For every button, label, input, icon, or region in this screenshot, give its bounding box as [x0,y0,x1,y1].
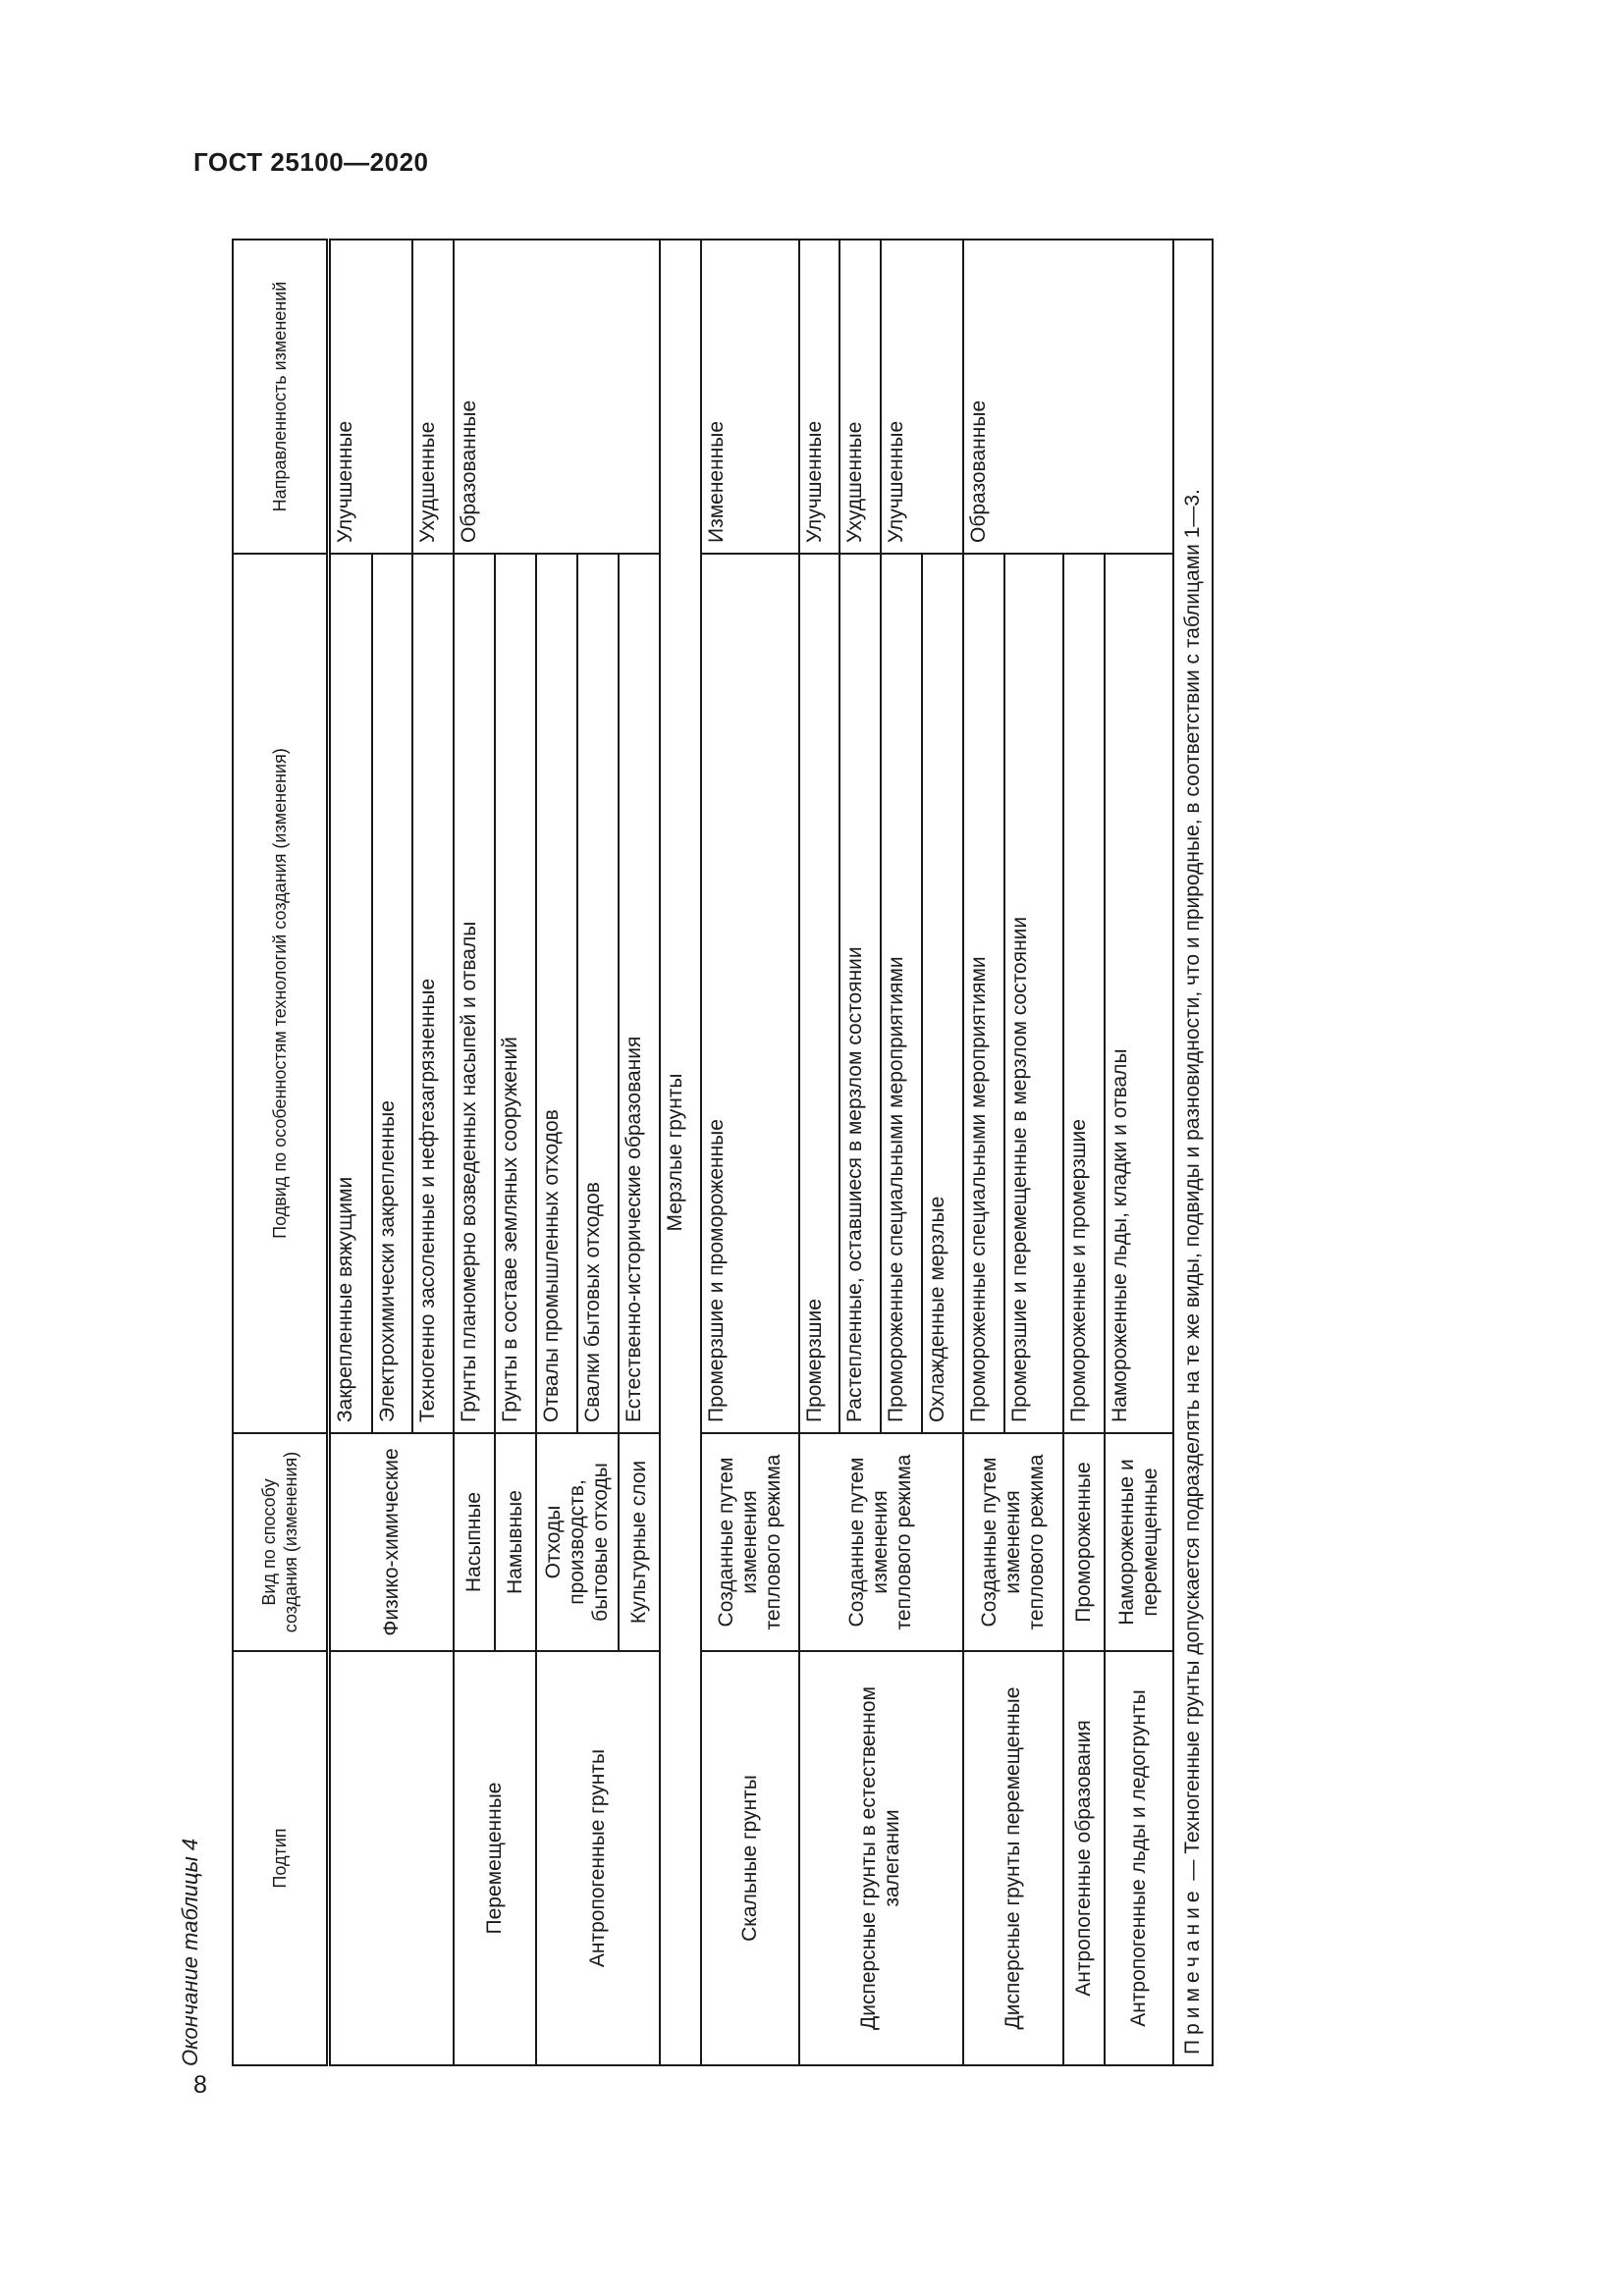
cell-subtype: Антропогенные грунты [536,1651,660,2065]
cell-direction: Образованные [454,240,660,554]
cell-feature: Промерзшие и перемещенные в мерзлом состоянии [1004,554,1063,1433]
page-number: 8 [193,2071,207,2099]
table-row [329,240,372,2065]
cell-feature: Техногенно засоленные и нефтезагрязненные [412,554,454,1433]
section-title: Мерзлые грунты [660,240,701,2065]
cell-method: Насыпные [454,1433,495,1651]
table-row [701,240,799,2065]
col-header-direction: Направленность изменений [233,240,329,554]
table-row [660,240,701,2065]
cell-feature: Промерзшие и промороженные [701,554,799,1433]
cell-direction: Улучшенные [881,240,963,554]
cell-direction: Ухудшенные [412,240,454,554]
soil-classification-table [232,239,1214,2066]
cell-subtype: Скальные грунты [701,1651,799,2065]
cell-feature: Промороженные специальными мероприятиями [881,554,922,1433]
cell-subtype: Антропогенные образования [1063,1651,1105,2065]
table-note [1173,240,1213,2065]
cell-method: Созданные путем изменения теплового режима [963,1433,1063,1651]
cell-method: Физико-химические [329,1433,454,1651]
col-header-subtype: Подтип [233,1651,329,2065]
cell-feature: Грунты планомерно возведенных насыпей и отвалы [454,554,495,1433]
cell-direction: Измененные [701,240,799,554]
cell-direction: Ухудшенные [839,240,881,554]
cell-feature: Свалки бытовых отходов [577,554,619,1433]
cell-feature: Промороженные и промерзшие [1063,554,1105,1433]
table-row [799,240,839,2065]
cell-method: Намороженные и перемещенные [1105,1433,1173,1651]
cell-feature: Охлажденные мерзлые [922,554,963,1433]
cell-method: Культурные слои [619,1433,660,1651]
cell-method: Промороженные [1063,1433,1105,1651]
cell-direction: Образованные [963,240,1173,554]
cell-subtype: Дисперсные грунты в естественном залегании [799,1651,963,2065]
table-row [454,240,495,2065]
cell-feature: Естественно-исторические образования [619,554,660,1433]
cell-feature: Электрохимически закрепленные [372,554,412,1433]
cell-feature: Отвалы промышленных отходов [536,554,577,1433]
cell-feature: Промерзшие [799,554,839,1433]
note-label: Примечание [1180,1886,1204,2055]
document-header: ГОСТ 25100—2020 [193,147,429,177]
table-row [963,240,1004,2065]
cell-method: Созданные путем изменения теплового режима [799,1433,963,1651]
table-header-row [233,240,329,2065]
cell-method: Созданные путем изменения теплового режима [701,1433,799,1651]
note-row [1173,240,1213,2065]
cell-subtype: Перемещенные [454,1651,536,2065]
rotated-table-block [177,240,1276,2066]
cell-method: Отходы производств, бытовые отходы [536,1433,619,1651]
cell-feature: Промороженные специальными мероприятиями [963,554,1004,1433]
cell-direction: Улучшенные [329,240,412,554]
note-text: — Техногенные грунты допускается подразделять на те же виды, подвиды и разновидности, что и природные, в соответствии с таблицами 1—3. [1180,489,1204,1887]
cell-feature: Грунты в составе земляных сооружений [495,554,536,1433]
cell-subtype: Дисперсные грунты перемещенные [963,1651,1063,2065]
col-header-feature: Подвид по особенностям технологий создания (изменения) [233,554,329,1433]
table-caption: Окончание таблицы 4 [178,1838,202,2066]
col-header-method: Вид по способу создания (изменения) [233,1433,329,1651]
cell-empty [329,1651,454,2065]
cell-direction: Улучшенные [799,240,839,554]
cell-method: Намывные [495,1433,536,1651]
cell-feature: Закрепленные вяжущими [329,554,372,1433]
cell-feature: Растепленные, оставшиеся в мерзлом состоянии [839,554,881,1433]
cell-subtype: Антропогенные льды и ледогрунты [1105,1651,1173,2065]
cell-feature: Намороженные льды, кладки и отвалы [1105,554,1173,1433]
